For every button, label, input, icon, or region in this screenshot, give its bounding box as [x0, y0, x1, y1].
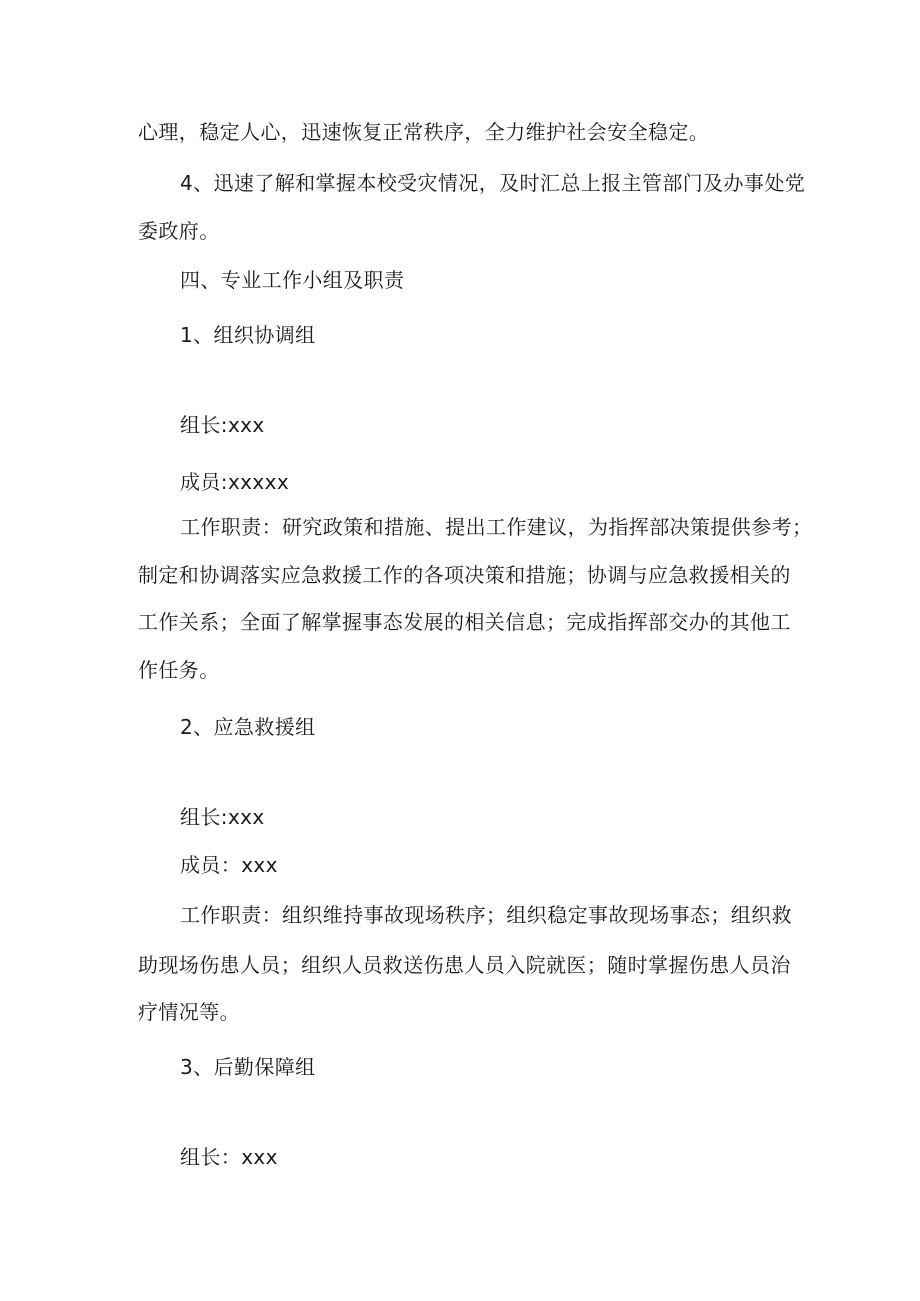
- group-members: 成员：xxx: [180, 853, 278, 877]
- duty-line: 制定和协调落实应急救援工作的各项决策和措施；协调与应急救援相关的: [138, 563, 791, 587]
- duty-line: 工作关系；全面了解掌握事态发展的相关信息；完成指挥部交办的其他工: [138, 610, 791, 634]
- duty-line: 疗情况等。: [138, 1000, 240, 1024]
- group-title: 2、应急救援组: [180, 715, 316, 739]
- paragraph-line: 委政府。: [138, 219, 220, 243]
- group-title: 3、后勤保障组: [180, 1055, 316, 1079]
- group-leader: 组长：xxx: [180, 1145, 278, 1169]
- duty-line: 作任务。: [138, 658, 220, 682]
- group-leader: 组长:xxx: [180, 413, 265, 437]
- group-members: 成员:xxxxx: [180, 470, 290, 494]
- duty-line: 工作职责：组织维持事故现场秩序；组织稳定事故现场事态；组织救: [180, 903, 792, 927]
- duty-line: 助现场伤患人员；组织人员救送伤患人员入院就医；随时掌握伤患人员治: [138, 953, 791, 977]
- section-heading: 四、专业工作小组及职责: [180, 268, 405, 292]
- group-title: 1、组织协调组: [180, 323, 316, 347]
- group-leader: 组长:xxx: [180, 805, 265, 829]
- paragraph-line: 心理，稳定人心，迅速恢复正常秩序，全力维护社会安全稳定。: [138, 120, 710, 144]
- paragraph-line: 4、迅速了解和掌握本校受灾情况，及时汇总上报主管部门及办事处党: [180, 171, 806, 195]
- duty-line: 工作职责：研究政策和措施、提出工作建议，为指挥部决策提供参考；: [180, 515, 813, 539]
